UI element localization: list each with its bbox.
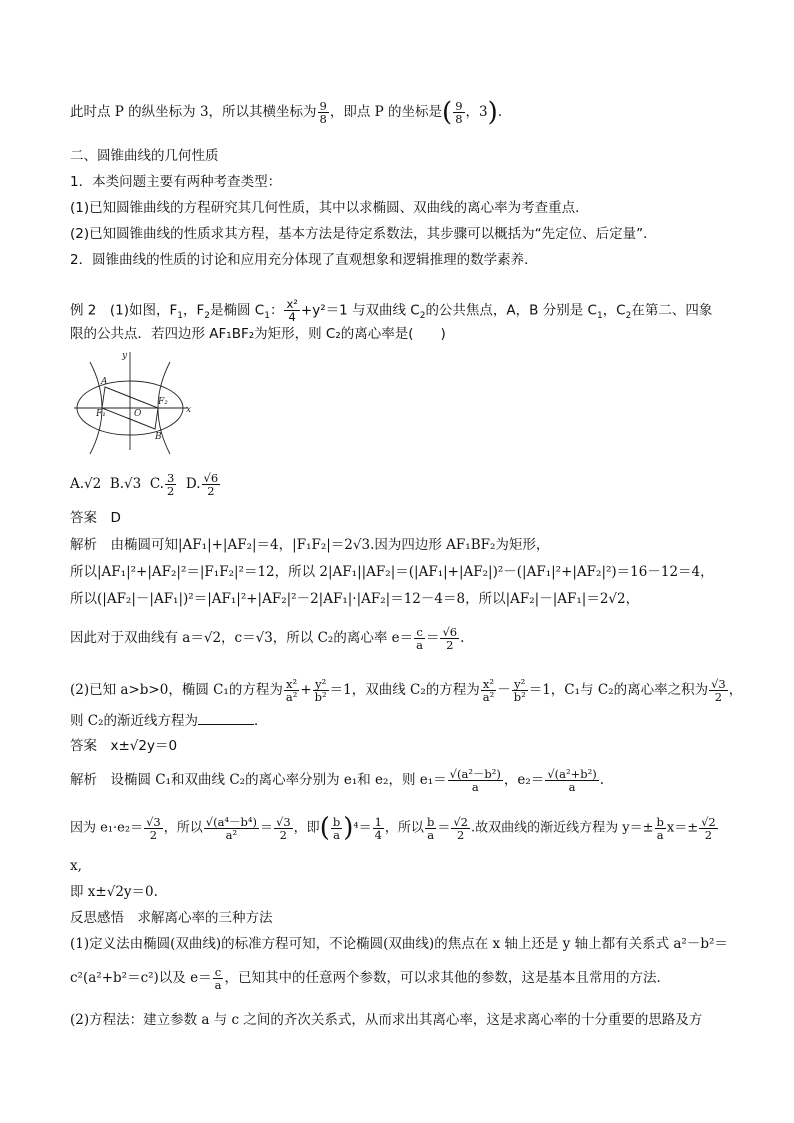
text: ：: [269, 302, 284, 319]
fraction: [414, 626, 425, 651]
den: 4: [288, 310, 296, 324]
den: a²: [225, 827, 238, 842]
den: 2: [207, 484, 215, 498]
fraction: [165, 472, 176, 497]
text: 因为 e₁·e₂＝: [70, 820, 144, 836]
den: 2: [279, 827, 287, 842]
option-a: A.√2: [70, 476, 102, 492]
den: 2: [446, 638, 454, 652]
num: √6: [203, 471, 219, 485]
diagonal: [102, 408, 155, 429]
example-2-line: 例 2 (1)如图，$F_1$，$F_2$是椭圆 $C_1$： $\frac{\text{x²}}{4}$ +y²＝1 与双曲线 $C_2$的公共焦点，A，B 分别是 $C_1$，$C_2$在第二、四象: [70, 297, 713, 324]
text: ，即: [293, 820, 320, 836]
fraction: [545, 768, 598, 793]
paragraph: 2．圆锥曲线的性质的讨论和应用充分体现了直观想象和逻辑推理的数学素养．: [70, 252, 538, 268]
F2-label: F₂: [158, 397, 168, 407]
den: b²: [513, 690, 526, 704]
paren: (: [442, 97, 453, 128]
fraction: [202, 472, 221, 497]
den: 2: [456, 827, 465, 842]
reflection-line: (2)方程法：建立参数 a 与 c 之间的齐次关系式，从而求出其离心率，这是求离心率的十分重要的思路及方: [70, 1012, 703, 1028]
fraction: [318, 100, 329, 125]
text: 解析 设椭圆 C₁和双曲线 C₂的离心率分别为 e₁和 e₂，则 e₁＝: [70, 772, 447, 788]
text: ，已知其中的任意两个参数，可以求其他的参数，这是基本且常用的方法．: [224, 970, 670, 986]
den: a: [427, 827, 435, 842]
F1-label: F₁: [96, 409, 106, 419]
solution-line: x,: [70, 858, 82, 874]
text: .: [497, 104, 503, 120]
fraction: [453, 100, 464, 125]
text: 此时点 P 的纵坐标为 3，所以其横坐标为: [70, 104, 317, 120]
x-label: x: [186, 405, 192, 415]
paren: ): [487, 97, 498, 128]
fraction: [284, 678, 299, 703]
num: √(a²－b²): [449, 767, 501, 781]
text: ＝: [260, 820, 274, 836]
solution-line: 解析 由椭圆可知|AF₁|+|AF₂|＝4，|F₁F₂|＝2√3.因为四边形 AF₁BF₂为矩形，: [70, 537, 550, 553]
fraction: [425, 816, 436, 841]
question-2-line: [70, 670, 742, 710]
fraction: [512, 678, 528, 703]
den: a: [471, 780, 479, 794]
num: √2: [453, 814, 468, 829]
option-c: C.: [149, 476, 164, 492]
text: x＝±: [666, 820, 699, 836]
text: .: [599, 772, 604, 788]
text: 例 2 (1)如图，F: [70, 302, 178, 319]
paren: (: [319, 813, 330, 843]
text: ，: [728, 682, 743, 698]
num: 9: [455, 99, 463, 113]
A-label: A: [101, 377, 108, 387]
den: a: [333, 827, 340, 842]
fraction: [313, 678, 329, 703]
paragraph: 1．本类问题主要有两种考查类型：: [70, 174, 282, 190]
solution-line: [70, 618, 464, 658]
text: ，e₂＝: [503, 772, 545, 788]
line-point-coordinates: [70, 97, 503, 128]
den: a: [416, 638, 423, 652]
reflection-line: (1)定义法由椭圆(双曲线)的标准方程可知，不论椭圆(双曲线)的焦点在 x 轴上还是 y 轴上都有关系式 a²－b²＝: [70, 936, 728, 952]
text: 的公共焦点，A，B 分别是 C: [425, 302, 597, 319]
num: c: [414, 626, 425, 639]
fraction: [448, 768, 503, 793]
text: ＝1，双曲线 C₂的方程为: [329, 682, 480, 698]
num: √(a⁴－b⁴): [205, 814, 257, 829]
num: √(a²+b²): [547, 767, 597, 781]
fraction: [331, 816, 342, 841]
den: 2: [714, 690, 723, 704]
num: b: [332, 814, 341, 829]
num: 9: [319, 99, 327, 113]
text: ⁴＝: [353, 820, 372, 836]
fraction: [699, 816, 718, 841]
num: √3: [711, 677, 726, 691]
solution-line: 所以(|AF₂|－|AF₁|)²＝|AF₁|²+|AF₂|²－2|AF₁|·|AF₂|＝12－4＝8，所以|AF₂|－|AF₁|＝2√2，: [70, 591, 640, 607]
text: －: [497, 682, 511, 698]
num: b: [426, 814, 435, 829]
section-heading: 二、圆锥曲线的几何性质: [70, 148, 219, 164]
B-label: B: [155, 432, 162, 442]
den: a: [568, 780, 576, 794]
solution-line: 所以|AF₁|²+|AF₂|²＝|F₁F₂|²＝12，所以 2|AF₁||AF₂|＝(|AF₁|+|AF₂|)²－(|AF₁|²+|AF₂|²)＝16－12＝4，: [70, 564, 714, 580]
fraction: [204, 816, 259, 841]
num: √3: [146, 814, 161, 829]
num: c: [213, 966, 224, 979]
fraction: [655, 816, 666, 841]
text: +y²＝1 与双曲线 C: [300, 302, 420, 319]
text: c²(a²+b²＝c²)以及 e＝: [70, 970, 212, 986]
solution-line: [70, 760, 604, 800]
text: ＝: [425, 630, 440, 646]
solution-line: [70, 808, 719, 848]
answer-blank: [198, 710, 254, 725]
O-label: O: [134, 409, 142, 419]
den: a: [656, 827, 664, 842]
fraction: [451, 816, 470, 841]
fraction: [481, 678, 496, 703]
fraction: [709, 678, 728, 703]
text: ，F: [183, 302, 205, 319]
reflection-line: [70, 958, 670, 998]
text: (2)已知 a>b>0，椭圆 C₁的方程为: [70, 682, 283, 698]
reflection-heading: 反思感悟 求解离心率的三种方法: [70, 910, 273, 926]
text: 在第二、四象: [631, 302, 713, 319]
paragraph: (1)已知圆锥曲线的方程研究其几何性质，其中以求椭圆、双曲线的离心率为考查重点．: [70, 200, 589, 216]
fraction: [373, 816, 384, 841]
num: x²: [286, 297, 298, 311]
num: y²: [313, 678, 329, 691]
text: ，所以: [163, 820, 203, 836]
num: 1: [374, 814, 382, 829]
fraction: [274, 816, 293, 841]
answer-2: 答案 x±√2y＝0: [70, 738, 178, 754]
paragraph: (2)已知圆锥曲线的性质求其方程，基本方法是待定系数法，其步骤可以概括为“先定位、后定量”．: [70, 226, 657, 242]
text: .故双曲线的渐近线方程为 y＝±: [470, 820, 654, 836]
den: a²: [285, 690, 298, 704]
den: a: [214, 978, 222, 992]
paren: ): [343, 813, 354, 843]
option-b: B.√3: [109, 476, 142, 492]
example-2-line: 限的公共点．若四边形 AF₁BF₂为矩形，则 C₂的离心率是( ): [70, 326, 446, 342]
num: 3: [166, 471, 175, 485]
den: a²: [482, 690, 495, 704]
text: ，C: [602, 302, 626, 319]
text: .: [460, 630, 465, 646]
text: +: [300, 682, 312, 698]
solution-line: 即 x±√2y＝0.: [70, 884, 158, 900]
num: √3: [276, 814, 291, 829]
num: x²: [481, 678, 496, 691]
fraction: [440, 626, 459, 651]
text: ．: [254, 713, 268, 729]
diagonal: [105, 387, 158, 408]
text: ，3: [465, 104, 488, 120]
fraction: [213, 966, 224, 991]
num: x²: [284, 678, 299, 691]
question-2-line: [70, 710, 268, 731]
num: y²: [512, 678, 528, 691]
text: ＝: [437, 820, 451, 836]
answer-options: [70, 466, 221, 502]
den: 8: [319, 112, 327, 126]
text: ，即点 P 的坐标是: [329, 104, 443, 120]
text: 因此对于双曲线有 a＝√2，c＝√3，所以 C₂的离心率 e＝: [70, 630, 414, 646]
den: 2: [149, 827, 158, 842]
den: 2: [704, 827, 713, 842]
fraction: [144, 816, 163, 841]
answer-1: 答案 D: [70, 510, 121, 526]
ellipse-hyperbola-figure: [72, 350, 197, 455]
y-label: y: [122, 351, 128, 361]
num: b: [656, 814, 664, 829]
num: √6: [442, 625, 458, 639]
text: 是椭圆 C: [210, 302, 265, 319]
den: 2: [166, 484, 175, 498]
den: 8: [455, 112, 463, 126]
den: 4: [374, 827, 382, 842]
fraction: [284, 298, 299, 323]
option-d: D.: [185, 476, 201, 492]
text: ，所以: [384, 820, 424, 836]
text: ＝1，C₁与 C₂的离心率之积为: [528, 682, 709, 698]
text: 则 C₂的渐近线方程为: [70, 713, 199, 729]
num: √2: [701, 814, 716, 829]
den: b²: [314, 690, 327, 704]
